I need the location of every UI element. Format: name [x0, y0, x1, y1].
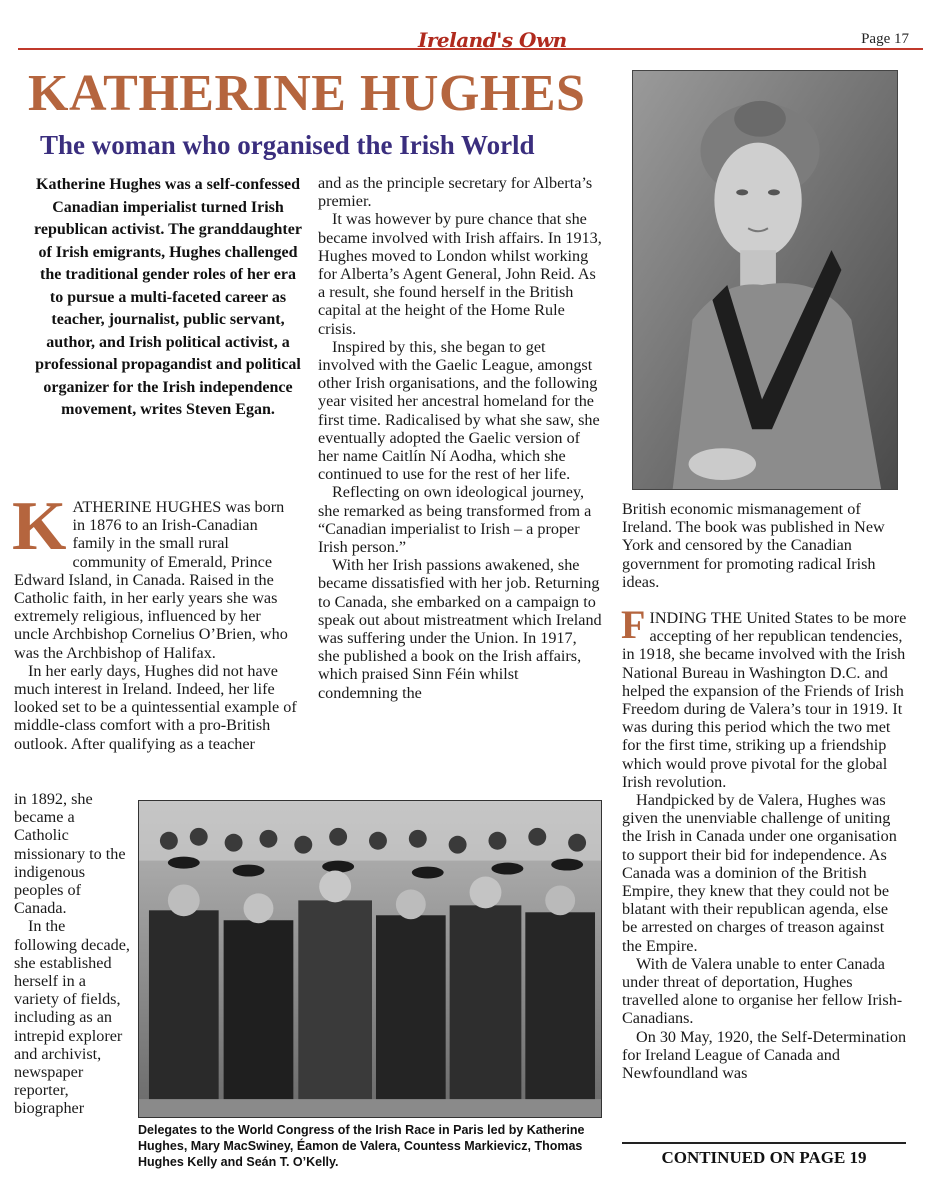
drop-cap: K	[12, 488, 67, 565]
column-3-paragraph-2	[621, 602, 907, 791]
publication-logo: Ireland's Own	[418, 28, 567, 52]
column-2-paragraph-4: Reflecting on own ideological journey, she remarked as being transformed from a “Canadian imperialist to Irish – a proper Irish person.”	[318, 483, 592, 557]
column-2-paragraph-5: With her Irish passions awakened, she became dissatisfied with her job. Returning to Canada, she embarked on a campaign to speak out about mistreatment which Ireland was suffering under the Union. In 1917, she published a book on the Irish affairs, which praised Sinn Féin whilst condemning the	[318, 556, 602, 702]
paragraph-text: INDING THE United States to be more accepting of her republican tendencies, in 1918, she became involved with the Irish National Bureau in Washington D.C. and helped the expansion of the Friends of Irish Freedom during de Valera’s tour in 1919. It was during this period which the two met for the first time, striking up a friendship which would prove pivotal for the global Irish revolution.	[622, 609, 907, 791]
column-1-paragraph-1	[12, 488, 298, 662]
photo-caption: Delegates to the World Congress of the Irish Race in Paris led by Katherine Hughes, Mary MacSwiney, Éamon de Valera, Countess Markievicz, Thomas Hughes Kelly and Seán T. O’Kelly.	[138, 1123, 585, 1169]
column-2-paragraph-2: It was however by pure chance that she became involved with Irish affairs. In 1913, Hughes moved to London whilst working for Alberta’s Agent General, John Reid. As a result, she found herself in the British capital at the height of the Home Rule crisis.	[318, 210, 602, 338]
column-1-paragraph-2-continued: in 1892, she became a Catholic missionary to the indigenous peoples of Canada.	[14, 790, 126, 918]
column-3-paragraph-4: With de Valera unable to enter Canada under threat of deportation, Hughes travelled alone to organise her fellow Irish-Canadians.	[622, 954, 903, 1028]
page-number: Page 17	[861, 31, 909, 47]
group-photo-illustration	[139, 801, 601, 1117]
portrait-photo	[632, 70, 898, 490]
column-2-paragraph-3: Inspired by this, she began to get involved with the Gaelic League, amongst other Irish organisations, and the following year visited her ancestral homeland for the first time. Radicalised by what she saw, she eventually adopted the Gaelic version of her name Caitlín Ní Aodha, which she continued to use for the rest of her life.	[318, 337, 600, 484]
column-3-paragraph-1: British economic mismanagement of Ireland. The book was published in New York and censored by the Canadian government for promoting radical Irish ideas.	[622, 500, 885, 591]
masthead	[18, 26, 923, 52]
article-subtitle: The woman who organised the Irish World	[40, 130, 535, 160]
group-photo	[138, 800, 602, 1118]
drop-cap: F	[621, 602, 646, 648]
article-title: KATHERINE HUGHES	[28, 65, 586, 122]
portrait-illustration	[633, 71, 897, 489]
article-intro: Katherine Hughes was a self-confessed Canadian imperialist turned Irish republican activist. The granddaughter of Irish emigrants, Hughes challenged the traditional gender roles of her era to pursue a multi-faceted career as teacher, journalist, public servant, author, and Irish political activist, a professional propagandist and political organizer for the Irish independence movement, writes Steven Egan.	[34, 176, 302, 418]
column-1-paragraph-3: In the following decade, she established herself in a variety of fields, including as an intrepid explorer and archivist, newspaper reporter, biographer	[14, 917, 130, 1118]
column-1-paragraph-2: In her early days, Hughes did not have much interest in Ireland. Indeed, her life looked set to be a quintessential example of middle-class comfort with a pro-British outlook. After qualifying as a teacher	[14, 661, 297, 753]
continued-line: CONTINUED ON PAGE 19	[661, 1148, 867, 1167]
column-2-paragraph-1: and as the principle secretary for Alberta’s premier.	[318, 174, 593, 211]
column-1-narrow	[14, 790, 132, 1118]
column-3	[622, 500, 907, 1082]
paragraph-text: ATHERINE HUGHES was born in 1876 to an Irish-Canadian family in the small rural community of Emerald, Prince Edward Island, in Canada. Raised in the Catholic faith, in her early years she was extremely religious, influenced by her uncle Archbishop Cornelius O’Brien, who was the Archbishop of Halifax.	[14, 498, 288, 662]
column-3-paragraph-3: Handpicked by de Valera, Hughes was given the unenviable challenge of uniting the Irish in Canada under one organisation to support their bid for independence. As Canada was a dominion of the British Empire, they knew that they could not be blatant with their republican agenda, else be arrested on charges of treason against the Empire.	[622, 791, 897, 955]
continued-rule	[622, 1142, 906, 1144]
column-3-paragraph-5: On 30 May, 1920, the Self-Determination for Ireland League of Canada and Newfoundland was	[622, 1027, 907, 1083]
column-1	[12, 488, 298, 753]
column-2	[318, 174, 602, 702]
